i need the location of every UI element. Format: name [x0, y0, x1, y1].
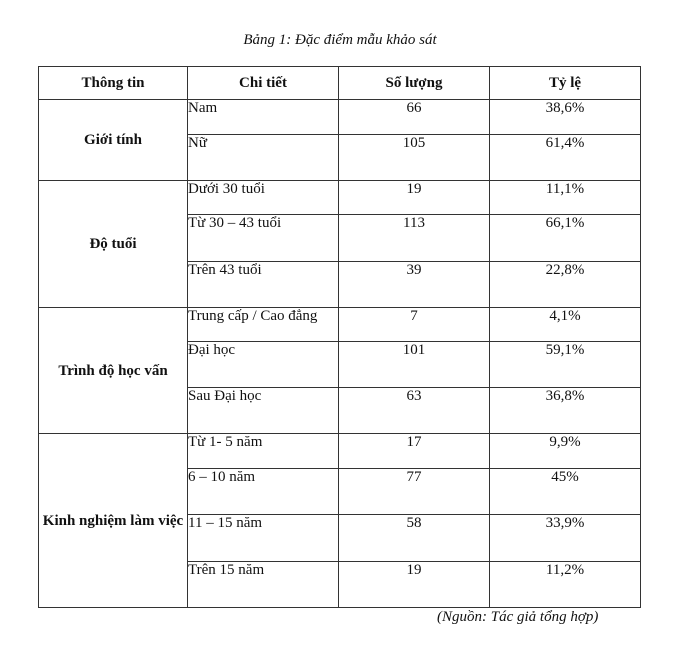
- count-cell: 39: [339, 262, 490, 308]
- count-cell: 63: [339, 388, 490, 434]
- ratio-cell: 36,8%: [490, 388, 641, 434]
- detail-cell: Đại học: [188, 342, 339, 388]
- group-label-gender: Giới tính: [39, 100, 188, 181]
- group-label-education: Trình độ học vấn: [39, 308, 188, 434]
- detail-cell: 6 – 10 năm: [188, 469, 339, 515]
- detail-cell: Trung cấp / Cao đẳng: [188, 308, 339, 342]
- header-row: [39, 67, 641, 100]
- count-cell: 19: [339, 181, 490, 215]
- group-label-age: Độ tuổi: [39, 181, 188, 308]
- detail-cell: Dưới 30 tuổi: [188, 181, 339, 215]
- detail-cell: Sau Đại học: [188, 388, 339, 434]
- header-count: Số lượng: [339, 67, 490, 100]
- count-cell: 66: [339, 100, 490, 135]
- header-info: Thông tin: [39, 67, 188, 100]
- count-cell: 77: [339, 469, 490, 515]
- detail-cell: 11 – 15 năm: [188, 515, 339, 562]
- detail-cell: Trên 43 tuổi: [188, 262, 339, 308]
- ratio-cell: 11,2%: [490, 562, 641, 608]
- ratio-cell: 38,6%: [490, 100, 641, 135]
- ratio-cell: 66,1%: [490, 215, 641, 262]
- table-caption: Bảng 1: Đặc điểm mẫu khảo sát: [243, 32, 437, 48]
- detail-cell: Nam: [188, 100, 339, 135]
- ratio-cell: 11,1%: [490, 181, 641, 215]
- count-cell: 19: [339, 562, 490, 608]
- detail-cell: Từ 1- 5 năm: [188, 434, 339, 469]
- ratio-cell: 45%: [490, 469, 641, 515]
- detail-cell: Nữ: [188, 135, 339, 181]
- table-row: [39, 181, 641, 215]
- ratio-cell: 61,4%: [490, 135, 641, 181]
- table-row: [39, 100, 641, 135]
- count-cell: 58: [339, 515, 490, 562]
- survey-table: [38, 66, 641, 608]
- ratio-cell: 4,1%: [490, 308, 641, 342]
- group-label-experience: Kinh nghiệm làm việc: [39, 434, 188, 608]
- count-cell: 17: [339, 434, 490, 469]
- detail-cell: Từ 30 – 43 tuổi: [188, 215, 339, 262]
- ratio-cell: 9,9%: [490, 434, 641, 469]
- ratio-cell: 33,9%: [490, 515, 641, 562]
- count-cell: 113: [339, 215, 490, 262]
- ratio-cell: 59,1%: [490, 342, 641, 388]
- ratio-cell: 22,8%: [490, 262, 641, 308]
- header-detail: Chi tiết: [188, 67, 339, 100]
- detail-cell: Trên 15 năm: [188, 562, 339, 608]
- table-row: [39, 308, 641, 342]
- header-ratio: Tỷ lệ: [490, 67, 641, 100]
- count-cell: 101: [339, 342, 490, 388]
- count-cell: 7: [339, 308, 490, 342]
- count-cell: 105: [339, 135, 490, 181]
- source-note: (Nguồn: Tác giả tổng hợp): [437, 609, 599, 625]
- table-row: [39, 434, 641, 469]
